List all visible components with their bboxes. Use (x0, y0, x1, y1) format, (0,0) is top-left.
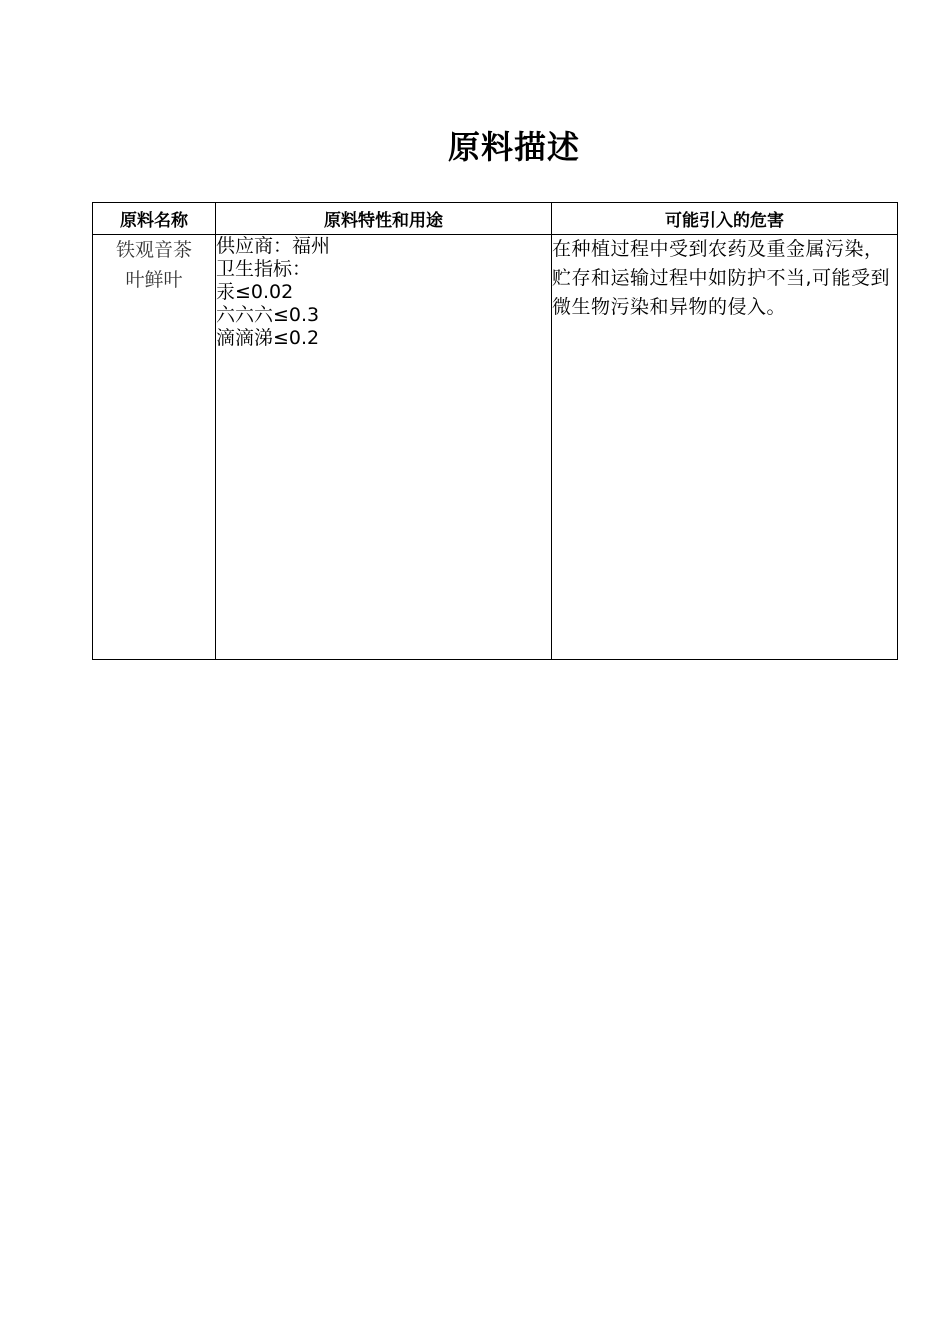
potential-hazards-cell: 在种植过程中受到农药及重金属污染，贮存和运输过程中如防护不当,可能受到微生物污染和异物的侵入。 (552, 235, 898, 660)
ddt-limit: 滴滴涕≤0.2 (216, 327, 320, 349)
page-title: 原料描述 (447, 128, 580, 166)
material-name-line: 叶鲜叶 (125, 269, 183, 291)
material-description-table (92, 202, 898, 660)
bhc-limit: 六六六≤0.3 (216, 304, 320, 326)
header-material-properties: 原料特性和用途 (216, 203, 552, 235)
table-row (93, 235, 898, 660)
header-material-name: 原料名称 (93, 203, 216, 235)
hygiene-index-label: 卫生指标： (216, 258, 312, 280)
material-properties-cell (216, 235, 552, 660)
supplier-line: 供应商：福州 (216, 235, 331, 257)
mercury-limit: 汞≤0.02 (216, 281, 294, 303)
table-header-row (93, 203, 898, 235)
header-potential-hazards: 可能引入的危害 (552, 203, 898, 235)
material-name-cell (93, 235, 216, 660)
material-name-line: 铁观音茶 (115, 239, 192, 261)
